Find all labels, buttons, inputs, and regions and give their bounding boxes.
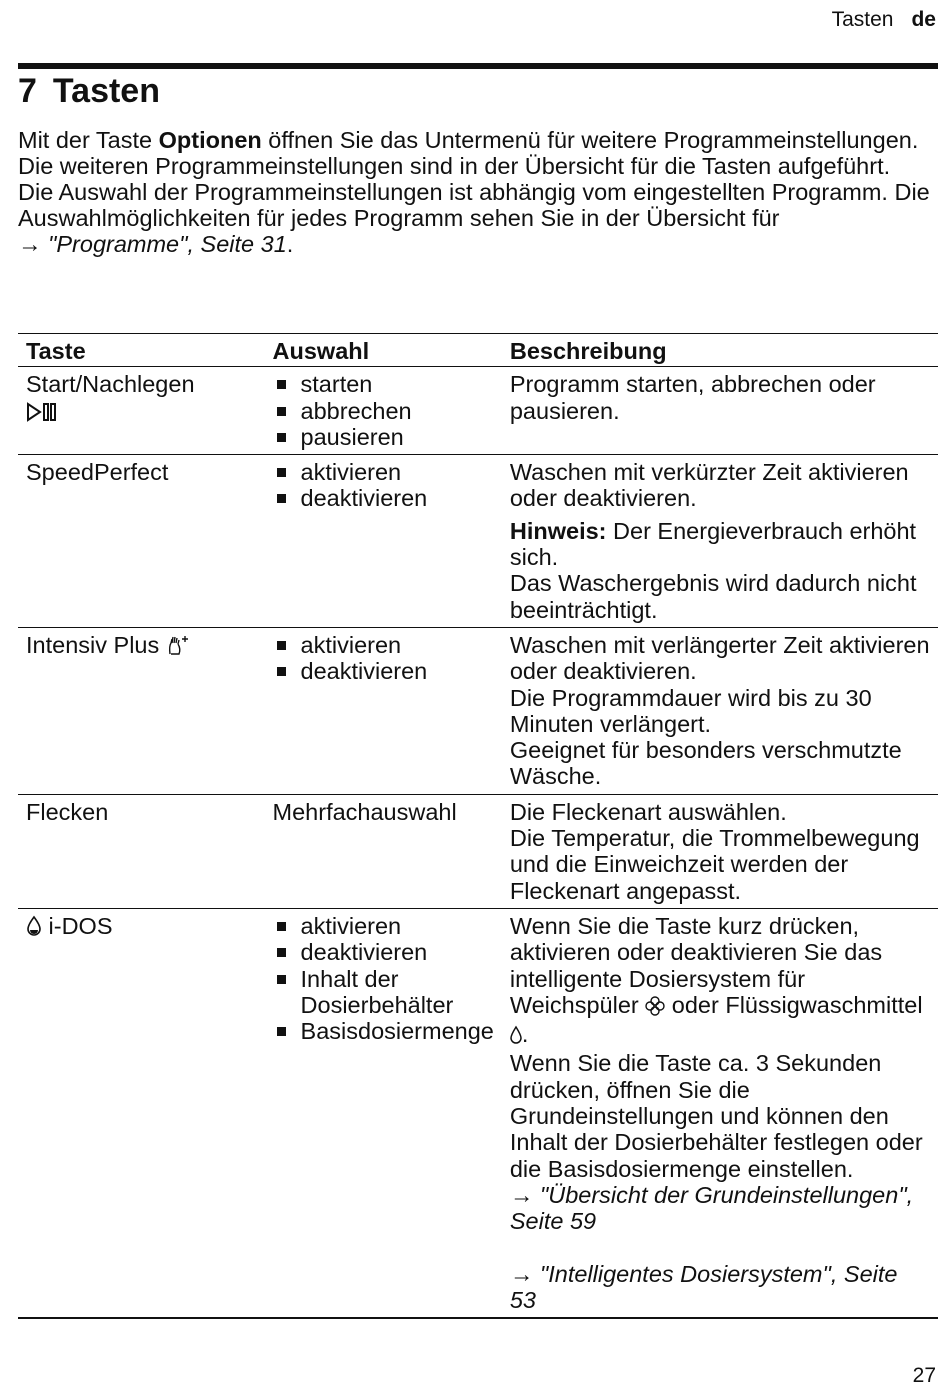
programme-reference-link[interactable]: → "Programme", Seite 31 xyxy=(18,231,287,257)
section-heading xyxy=(18,72,160,111)
intro-paragraph-1: Mit der Taste Optionen öffnen Sie das Untermenü für weitere Programmeinstellungen. Die weiteren Programmeinstellungen sind in der Übersicht für die Tasten aufgeführt. xyxy=(18,127,919,179)
table-row xyxy=(18,627,938,794)
hint-label: Hinweis: xyxy=(509,517,607,544)
list-item: aktivieren xyxy=(273,632,494,658)
column-header-beschreibung: Beschreibung xyxy=(502,334,938,367)
softener-flower-icon xyxy=(645,995,665,1021)
list-item: starten xyxy=(273,371,494,397)
beschreibung-cell: Wenn Sie die Taste kurz drücken, aktivieren oder deaktivieren Sie das intelligente Dosiersystem für Weichspüler oder Flüssigwaschmittel . Wenn Sie die Taste ca. 3 Sekunden drücken, öffnen Sie die Grundeinstellungen und können den Inhalt der Dosierbehälter festlegen oder die Basisdosiermenge einstellen. → "Übersicht der Grundeinstellungen", Seite 59 → "Intelligentes Dosiersystem", Seite 53 xyxy=(502,908,938,1318)
tasten-table xyxy=(18,333,938,1319)
intro-text xyxy=(18,127,930,257)
taste-name: Intensiv Plus xyxy=(26,631,160,658)
beschreibung-cell: Die Fleckenart auswählen. Die Temperatur, die Trommelbewegung und die Einweichzeit werden der Fleckenart angepasst. xyxy=(502,794,938,908)
running-header xyxy=(832,8,936,32)
list-item: pausieren xyxy=(273,424,494,450)
auswahl-cell xyxy=(265,627,502,794)
dosiersystem-reference-link[interactable]: → "Intelligentes Dosiersystem", Seite 53 xyxy=(509,1260,898,1313)
page-number: 27 xyxy=(912,1364,936,1387)
auswahl-cell xyxy=(265,908,502,1318)
table-row xyxy=(18,794,938,908)
section-title: Tasten xyxy=(52,72,160,110)
list-item: aktivieren xyxy=(273,913,494,939)
table-row xyxy=(18,367,938,455)
header-language: de xyxy=(911,8,936,31)
table-row xyxy=(18,455,938,628)
taste-cell xyxy=(18,908,265,1318)
liquid-detergent-drop-icon xyxy=(510,1024,522,1050)
list-item: Inhalt der Dosierbehälter xyxy=(273,966,494,1019)
table-header-row xyxy=(18,334,938,367)
list-item: abbrechen xyxy=(273,398,494,424)
taste-cell xyxy=(18,367,265,455)
dosing-drop-icon xyxy=(26,915,42,942)
taste-cell: SpeedPerfect xyxy=(18,455,265,628)
arrow-icon: → xyxy=(509,1181,534,1208)
start-pause-icon xyxy=(26,401,60,427)
beschreibung-cell: Waschen mit verkürzter Zeit aktivieren oder deaktivieren. Hinweis: Der Energieverbrauch erhöht sich. Das Waschergebnis wird dadurch nicht beeinträchtigt. xyxy=(502,455,938,628)
section-number: 7 xyxy=(18,72,37,110)
column-header-auswahl: Auswahl xyxy=(265,334,502,367)
list-item: aktivieren xyxy=(273,459,494,485)
list-item: deaktivieren xyxy=(273,939,494,965)
taste-cell: Flecken xyxy=(18,794,265,908)
beschreibung-cell: Programm starten, abbrechen oder pausieren. xyxy=(502,367,938,455)
beschreibung-cell: Waschen mit verlängerter Zeit aktivieren oder deaktivieren. Die Programmdauer wird bis zu 30 Minuten verlängert. Geeignet für besonders verschmutzte Wäsche. xyxy=(502,627,938,794)
intro-paragraph-2: Die Auswahl der Programmeinstellungen ist abhängig vom eingestellten Programm. Die Auswahlmöglichkeiten für jedes Programm sehen Sie in der Übersicht für → "Programme", Seite 31. xyxy=(18,179,930,257)
taste-cell xyxy=(18,627,265,794)
list-item: deaktivieren xyxy=(273,485,494,511)
table-row xyxy=(18,908,938,1318)
taste-name: Start/Nachlegen xyxy=(26,371,195,398)
column-header-taste: Taste xyxy=(18,334,265,367)
list-item: Basisdosiermenge xyxy=(273,1018,494,1044)
list-item: deaktivieren xyxy=(273,658,494,684)
arrow-icon: → xyxy=(509,1260,534,1287)
hand-sparkle-icon xyxy=(166,634,190,661)
header-section: Tasten xyxy=(831,8,894,31)
auswahl-cell xyxy=(265,455,502,628)
hint-note: Hinweis: Der Energieverbrauch erhöht sich. xyxy=(509,517,917,571)
auswahl-cell: Mehrfachauswahl xyxy=(265,794,502,908)
optionen-term: Optionen xyxy=(158,127,262,153)
arrow-icon: → xyxy=(18,231,42,257)
grundeinstellungen-reference-link[interactable]: → "Übersicht der Grundeinstellungen", Seite 59 xyxy=(509,1181,914,1235)
top-rule xyxy=(18,63,938,69)
taste-name: i-DOS xyxy=(48,912,113,939)
auswahl-cell xyxy=(265,367,502,455)
